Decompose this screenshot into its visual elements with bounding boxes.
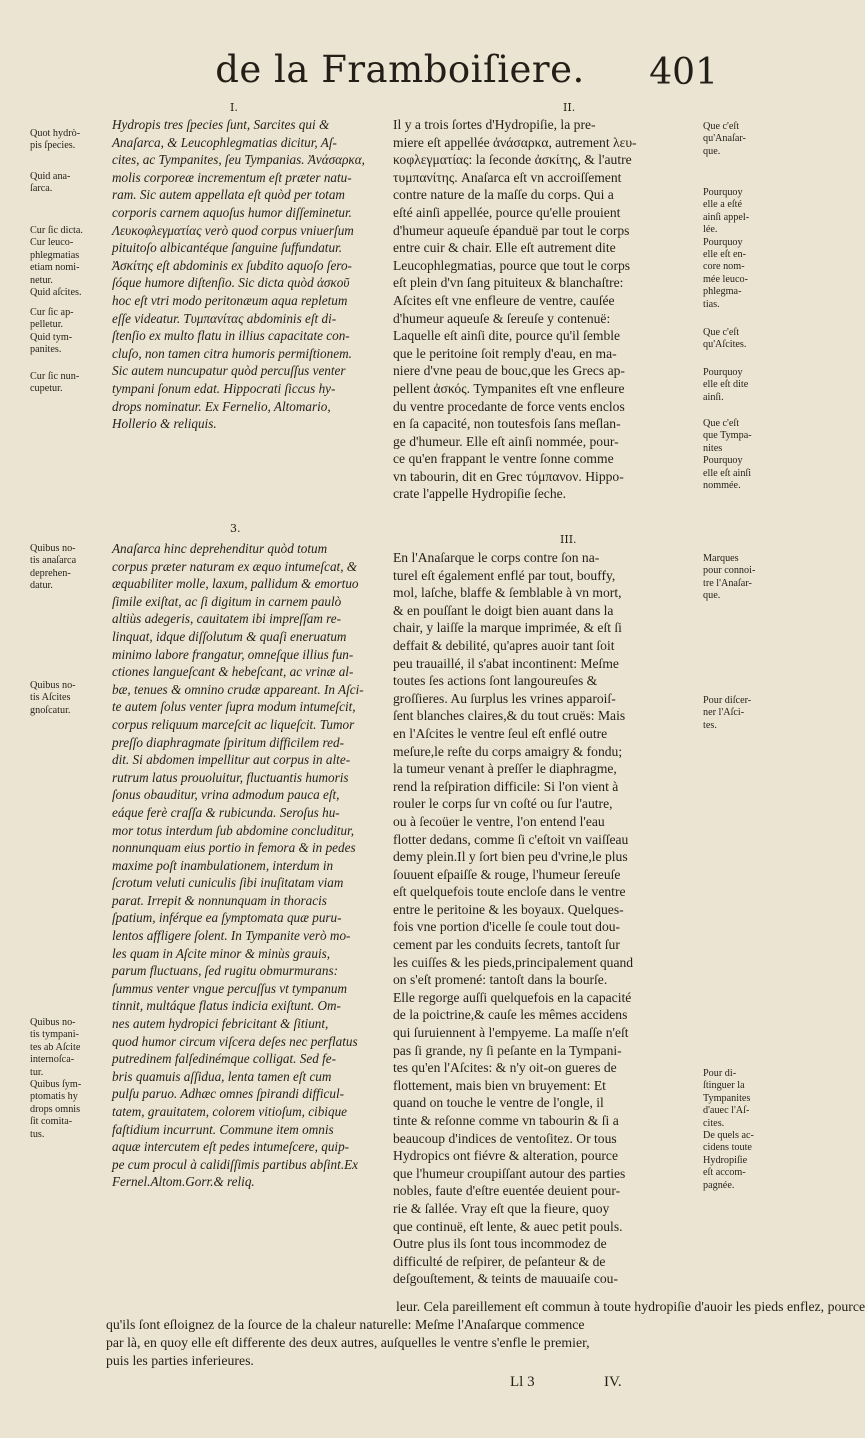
latin-paragraph-1 [112,116,365,433]
catchword: IV. [604,1374,622,1390]
french-paragraph-3-line: tinte & reſonne comme vn tabourin & ſi a [393,1113,619,1128]
latin-paragraph-3-line: faſtidium incurrunt. Commune item omnis [112,1121,334,1137]
french-paragraph-2-line: crate l'appelle Hydropiſie ſeche. [393,486,567,502]
french-paragraph-2-line: Aſcites eſt vne enfleure de ventre, cauſée [393,292,615,308]
french-paragraph-2-line: contre nature de la maſſe du corps. Qui a [393,187,614,203]
latin-paragraph-3-line: putredinem falſedinémque colligat. Sed fe- [112,1051,337,1067]
french-paragraph-3-line: en l'Aſcites le ventre ſeul eſt enflé outre [393,725,608,741]
latin-paragraph-1-line: pituitoſo albicantéque ſanguine ſuffundatur. [112,240,343,256]
french-paragraph-3-line: tes qu'en l'Aſcites: & n'y oit-on gueres de [393,1060,617,1076]
latin-paragraph-3-line: ſcrotum veluti cuniculis ſibi inuſitatam viam [112,875,344,891]
french-paragraph-3-line: pas ſi grande, ny ſi peſante en la Tympani- [393,1042,622,1058]
french-paragraph-3-line: on s'eſt promené: tantoſt dans la bourſe. [393,972,608,988]
french-paragraph-3-line: Elle regorge auſſi quelquefois en la capacité [393,989,632,1005]
french-paragraph-3-line: rend la reſpiration difficile: Si l'on vient à [393,778,619,794]
latin-paragraph-3-line: dit. Si abdomen impellitur aut corpus in alte- [112,752,351,768]
french-paragraph-2-line: Il y a trois ſortes d'Hydropiſie, la pre- [393,117,596,132]
french-paragraph-3-line: de la poictrine,& cauſe les mêmes accidens [393,1007,628,1023]
french-paragraph-2-line: que le peritoine ſoit remply d'eau, en ma- [393,345,617,361]
french-paragraph-2-line: du ventre procedante de force vents enclos [393,398,625,414]
french-paragraph-2-line: κοφλεγματίας: la ſeconde ἀσκίτης, & l'autre [393,152,632,168]
french-paragraph-3-line: ſouuent eſpaiſſe & rouge, l'humeur ſereuſe [393,866,621,882]
closing-line-1: leur. Cela pareillement eſt commun à toute hydropiſie d'auoir les pieds enflez, pource [396,1299,865,1314]
french-paragraph-3-line: En l'Anaſarque le corps contre ſon na- [393,550,600,565]
french-paragraph-2-line: d'humeur aqueuſe & ſereuſe y contenuë: [393,310,611,326]
left-margin-note: Quibus no- tis anaſarca deprehen- datur. [30,543,77,592]
french-paragraph-3-line: qui ſuruiennent à l'empyeme. La maſſe n'eſt [393,1025,629,1041]
latin-paragraph-3-line: parat. Irrepit & nonnunquam in thoracis [112,892,327,908]
french-paragraph-3-line: les cuiſſes & les pieds,principalement quand [393,954,634,970]
latin-paragraph-1-line: hoc eſt vtri modo peritonæum aqua repletum [112,292,348,308]
signature-mark: Ll 3 [510,1374,535,1390]
latin-paragraph-1-line: molis corporeæ incrementum eſt præter natu- [112,169,352,185]
french-paragraph-2-line: pellent ἀσκός. Tympanites eſt vne enfleure [393,380,625,396]
latin-paragraph-3-line: tatem, grauitatem, colorem vitioſum, cibique [112,1104,348,1119]
right-margin-note: Que c'eſt qu'Aſcites. [703,327,747,351]
french-paragraph-3-line: que continuë, eſt lente, & auec petit pouls. [393,1218,623,1234]
french-paragraph-3-line: la tumeur venant à preſſer le diaphragme, [393,761,617,777]
french-paragraph-2-line: Laquelle eſt ainſi dite, pource qu'il ſemble [393,328,621,344]
latin-paragraph-3-line: parum fluctuans, ſed rugitu obmurmurans: [112,963,339,979]
french-paragraph-3-line: peu trauaillé, il s'abat incontinent: Meſme [393,655,619,671]
french-paragraph-2-line: vn tabourin, dit en Grec τύμπανον. Hippo- [393,468,624,484]
latin-paragraph-3-line: altiùs adegeris, cauitatem ibi impreſſam re- [112,611,342,627]
latin-paragraph-3-line: lentos affligere ſolent. In Tympanite verò mo- [112,928,351,944]
latin-paragraph-3-line: nonnunquam eius portio in femora & in pedes [112,840,356,856]
latin-paragraph-3-line: ſummus venter vngue percuſſus vt tympanum [112,980,347,996]
french-paragraph-3-line: demy plein.Il y ſort bien peu d'vrine,le plus [393,849,628,865]
french-paragraph-2-line: ge d'humeur. Elle eſt ainſi nommée, pour- [393,433,619,449]
latin-paragraph-3-line: ſpatium, inférque ea ſymptomata quæ puru- [112,910,342,926]
latin-paragraph-1-line: drops nominatur. Ex Fernelio, Altomario, [112,398,331,414]
french-paragraph-3-line: difficulté de reſpirer, de peſanteur & de [393,1253,606,1269]
latin-paragraph-1-line: ram. Sic autem appellata eſt quòd per totam [112,187,345,203]
latin-paragraph-3-line: les quam in Aſcite minor & minùs grauis, [112,945,331,961]
latin-paragraph-3-line: maxime poſt inambulationem, interdum in [112,857,334,873]
section-number-latin-3: 3. [230,522,241,535]
french-paragraph-2-line: Leucophlegmatias, pource que tout le corps [393,257,631,273]
french-paragraph-2-line: niere d'vne peau de bouc,que les Grecs ap- [393,363,625,379]
latin-paragraph-3 [112,540,364,1191]
latin-paragraph-1-line: Hydropis tres ſpecies ſunt, Sarcites qui & [112,117,330,132]
latin-paragraph-3-line: corpus præter naturam ex æquo intumeſcat, & [112,558,358,574]
french-paragraph-3-line: chair, y laiſſe la marque imprimée, & eſt ſi [393,620,622,636]
latin-paragraph-3-line: rutrum latus prouoluitur, fluctuantis humoris [112,769,349,785]
right-margin-note: Pour diſcer- ner l'Aſci- tes. [703,695,752,731]
right-margin-note: Pourquoy elle a eſté ainſi appel- lée. Pourquoy elle eſt en- core nom- mée leuco- phlegma- tias. [703,187,750,310]
right-margin-note: Pourquoy elle eſt dite ainſi. [703,367,749,403]
latin-paragraph-1-line: cites, ac Tympanites, ſeu Tympanias. Ἀνάσαρκα, [112,152,365,168]
french-paragraph-3-line: mol, laſche, blaffe & ſemblable à vn mort, [393,585,622,601]
section-number-french-2: II. [563,101,576,114]
french-paragraph-3-line: turel eſt également enflé par tout, bouffy, [393,567,616,583]
french-paragraph-3-line: flotter dedans, comme ſi c'eſtoit vn vaiſſeau [393,831,629,847]
left-margin-note: Quot hydrò- pis ſpecies. [30,128,81,152]
french-paragraph-3-line: entre le peritoine & les boyaux. Quelques- [393,901,624,917]
latin-paragraph-3-line: pulſu paruo. Adhæc omnes ſpirandi difficul- [112,1086,344,1102]
french-paragraph-3-line: groſſieres. Au ſurplus les vrines apparoiſ- [393,690,616,706]
french-paragraph-3-line: fois vne portion d'icelle ſe coule tout dou- [393,919,621,935]
french-paragraph-3-line: cement par les conduits ſecrets, tantoſt ſur [393,937,620,953]
latin-paragraph-3-line: linquat, idque diſſolutum & quaſi eneruatum [112,628,347,644]
latin-paragraph-1-line: corporis carnem aquoſus humor diſſeminetur. [112,204,352,220]
latin-paragraph-1-line: Λευκοφλεγματίας verò quod corpus vniuerſum [112,222,354,238]
section-number-french-3: III. [560,533,577,546]
french-paragraph-3-line: quand on touche le ventre de l'ongle, il [393,1095,604,1111]
right-margin-note: Marques pour connoi- tre l'Anaſar- que. [703,553,756,602]
latin-paragraph-1-line: Ἀσκίτης eſt abdominis ex ſubdito aquoſo ſero- [112,257,352,273]
latin-paragraph-3-line: quod humor circum viſcera deſes nec perflatus [112,1033,358,1049]
latin-paragraph-3-line: preſſo diaphragmate ſpiritum difficilem red- [112,734,344,750]
latin-paragraph-3-line: pe cum procul à calidiſſimis partibus abſint.Ex [112,1156,359,1172]
latin-paragraph-3-line: Fernel.Altom.Gorr.& reliq. [112,1174,255,1190]
french-paragraph-2-line: eſt plein d'vn ſang pituiteux & blanchaſtre: [393,275,624,291]
closing-line-2: qu'ils ſont eſloignez de la ſource de la chaleur naturelle: Meſme l'Anaſarque commence [106,1317,585,1332]
latin-paragraph-1-line: Hollerio & reliquis. [112,416,217,432]
latin-paragraph-3-line: bæ, tenues & omnino crudæ appareant. In Aſci- [112,681,364,697]
right-margin-note: Que c'eſt que Tympa- nites Pourquoy elle eſt ainſi nommée. [703,418,752,492]
french-paragraph-3-line: nobles, faute d'eſtre euentée deuient pour- [393,1183,621,1199]
latin-paragraph-3-line: te autem ſolus venter ſupra modum intumeſcit, [112,699,356,715]
latin-paragraph-3-line: ſimile exiſtat, ac ſi digitum in carnem paulò [112,593,342,609]
right-margin-note: Que c'eſt qu'Anaſar- que. [703,121,746,157]
french-paragraph-3-line: Outre plus ils ſont tous incommodez de [393,1236,607,1252]
french-paragraph-3-line: eſt quelquefois toute encloſe dans le ventre [393,884,626,900]
latin-paragraph-1-line: tympani ſonum edat. Hippocrati ſiccus hy- [112,380,336,396]
french-paragraph-3-line: ſent blanches claires,& du tout cruës: Mais [393,708,626,724]
french-paragraph-2-line: eſté ainſi appellée, pource qu'elle prouient [393,204,621,220]
french-paragraph-2-line: entre cuir & chair. Elle eſt autrement dite [393,240,616,256]
latin-paragraph-1-line: cluſo, non tamen citra humoris permiſtionem. [112,345,352,361]
french-paragraph-2-line: τυμπανίτης. Anaſarca eſt vn accroiſſement [393,169,622,185]
french-paragraph-3-line: rie & ſallée. Vray eſt que la fieure, quoy [393,1200,610,1216]
closing-line-4: puis les parties inferieures. [106,1353,254,1368]
section-number-latin-1: I. [230,101,238,114]
french-paragraph-3-line: ou à ſecoüer le ventre, l'on entend l'eau [393,813,605,829]
running-head: de la Framboiſiere. [215,48,585,91]
left-margin-note: Cur ſic ap- pelletur. Quid tym- panites. [30,307,74,356]
right-margin-note: Pour di- ſtinguer la Tympanites d'auec l'Aſ- cites. De quels ac- cidens toute Hydropiſie eſt accom- pagnée. [703,1068,754,1191]
french-paragraph-3-line: rouler le corps ſur vn coſté ou ſur l'autre, [393,796,613,812]
latin-paragraph-1-line: ſóque humore diſtenſio. Sic dicta quòd ἀσκοῦ [112,275,350,291]
latin-paragraph-3-line: æquabiliter molle, laxum, pallidum & emortuo [112,576,359,592]
french-paragraph-3-line: Hydropics ont fiévre & alteration, pource [393,1148,618,1164]
left-margin-note: Cur ſic dicta. Cur leuco- phlegmatias etiam nomi- netur. Quid aſcites. [30,225,83,299]
latin-paragraph-3-line: nes autem hydropici febricitant & ſitiunt, [112,1016,329,1032]
french-paragraph-3-line: & en pouſſant le doigt bien auant dans la [393,602,614,618]
french-paragraph-3-line: flottement, mais bien vn bruyement: Et [393,1077,606,1093]
latin-paragraph-3-line: tinnit, multáque flatus indicia exiſtunt. Om- [112,998,341,1014]
french-paragraph-3-line: meſure,le reſte du corps amaigry & fondu; [393,743,623,759]
left-margin-note: Cur ſic nun- cupetur. [30,371,80,395]
latin-paragraph-3-line: ſonus obauditur, vrina admodum pauca eſt, [112,787,340,803]
latin-paragraph-3-line: mor totus interdum ſub abdomine concluditur, [112,822,355,838]
latin-paragraph-3-line: bris quamuis aſſidua, lenta tamen eſt cum [112,1068,332,1084]
left-margin-note: Quid ana- ſarca. [30,171,71,195]
french-paragraph-3-line: deffait & debilité, qu'apres auoir tant ſoit [393,637,615,653]
french-paragraph-2-line: d'humeur aqueuſe épanduë par tout le corps [393,222,630,238]
latin-paragraph-1-line: Anaſarca, & Leucophlegmatias dicitur, Aſ- [112,134,337,150]
french-paragraph-2-line: miere eſt appellée ἀνάσαρκα, autrement λευ- [393,134,637,150]
latin-paragraph-3-line: Anaſarca hinc deprehenditur quòd totum [112,541,328,556]
latin-paragraph-1-line: eſſe videatur. Τυμπανίτας abdominis eſt di- [112,310,337,326]
french-paragraph-3-line: que l'humeur croupiſſant autour des parties [393,1165,626,1181]
latin-paragraph-3-line: corpus reliquum marceſcit ac liqueſcit. Tumor [112,716,355,732]
latin-paragraph-1-line: Sic autem nuncupatur quòd percuſſus venter [112,363,346,379]
latin-paragraph-3-line: ctiones langueſcant & hebeſcant, ac vrinæ al- [112,664,354,680]
french-paragraph-2-line: en ſa capacité, non toutesfois ſans meſlan- [393,416,621,432]
french-paragraph-3-line: deſgouſtement, & teints de mauuaiſe cou- [393,1271,618,1287]
latin-paragraph-3-line: eáque ferè craſſa & rubicunda. Seroſus hu- [112,804,340,820]
french-paragraph-2 [393,116,637,503]
closing-line-3: par là, en quoy elle eſt differente des deux autres, auſquelles le ventre s'enfle le premier, [106,1335,590,1350]
latin-paragraph-3-line: minimo labore frangatur, omneſque illius fun- [112,646,354,662]
french-paragraph-2-line: ce qu'en frappant le ventre ſonne comme [393,451,614,467]
french-paragraph-3-line: beaucoup d'indices de ventoſitez. Or tous [393,1130,617,1146]
page-number: 401 [649,52,718,93]
left-margin-note: Quibus no- tis Aſcites gnoſcatur. [30,680,76,716]
latin-paragraph-3-line: aquæ intercutem eſt pedes intumeſcere, quip- [112,1139,350,1155]
french-paragraph-3 [393,549,633,1288]
french-paragraph-3-line: toutes ſes actions ſont langoureuſes & [393,673,598,689]
left-margin-note: Quibus no- tis tympani- tes ab Aſcite internoſca- tur. Quibus ſym- ptomatis hy drops omnis ſit comita- tus. [30,1017,82,1140]
latin-paragraph-1-line: ſtenſio ex multo flatu in illius capacitate con- [112,328,350,344]
